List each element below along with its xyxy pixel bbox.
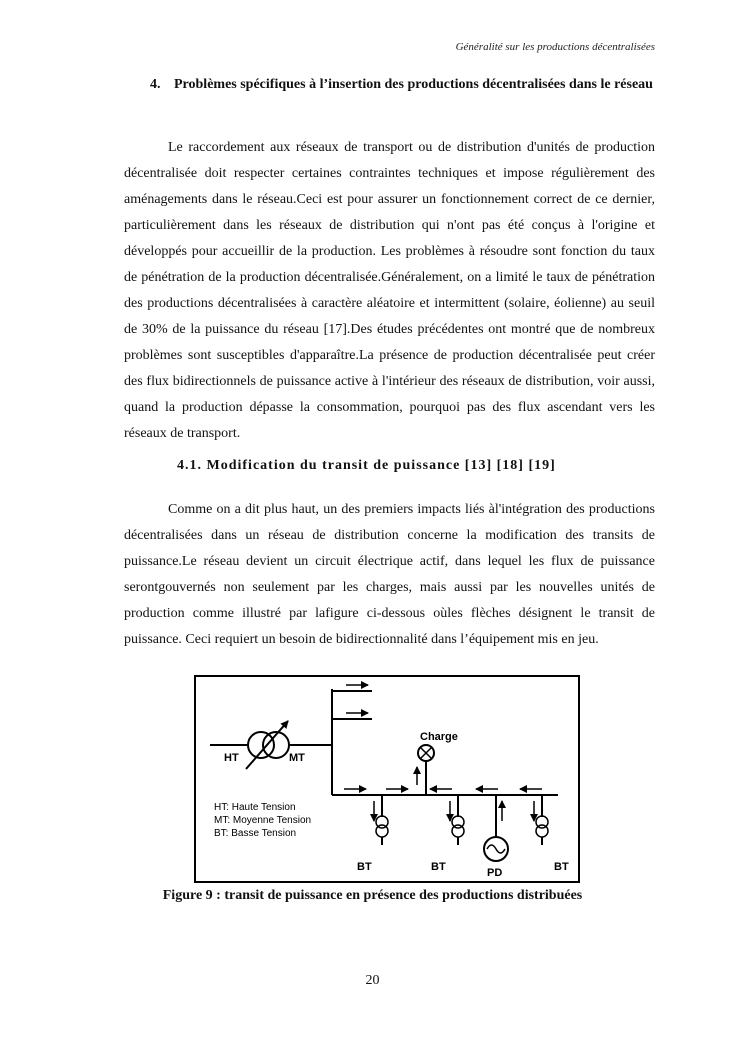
- running-header: Généralité sur les productions décentralisées: [455, 41, 655, 53]
- bt3-transformer-bottom: [536, 825, 548, 837]
- subsection-heading: 4.1. Modification du transit de puissance [13] [18] [19]: [177, 458, 556, 473]
- legend-ht: HT: Haute Tension: [214, 802, 296, 813]
- section-number: 4.: [150, 77, 161, 92]
- label-pd: PD: [487, 867, 503, 879]
- page-number: 20: [365, 973, 380, 988]
- figure-caption: Figure 9 : transit de puissance en présence des productions distribuées: [162, 888, 583, 903]
- figure-diagram: [194, 675, 580, 883]
- power-flow-diagram: [196, 677, 578, 881]
- legend-bt: BT: Basse Tension: [214, 828, 297, 839]
- bt2-transformer-bottom: [452, 825, 464, 837]
- section-heading: [150, 72, 655, 98]
- transformer-tap-arrow: [246, 721, 288, 769]
- bt1-transformer-bottom: [376, 825, 388, 837]
- label-bt-3: BT: [554, 861, 569, 873]
- paragraph-power-transit: Comme on a dit plus haut, un des premiers impacts liés àl'intégration des productions décentralisées dans un réseau de distribution concerne la modification des transits de puissance.Le réseau devient un circuit électrique actif, dans lequel les flux de puissance serontgouvernés non seulement par les charges, mais aussi par les nouvelles unités de production comme illustré par lafigure ci-dessous oùles flèches désignent le transit de puissance. Ceci requiert un besoin de bidirectionnalité dans l’équipement mis en jeu.: [124, 502, 655, 647]
- paragraph-intro: Le raccordement aux réseaux de transport ou de distribution d'unités de production décentralisée doit respecter certaines contraintes techniques et impose régulièrement des aménagements dans le réseau.Ceci est pour assurer un fonctionnement correct de ce dernier, particulièrement dans les réseaux de distribution qui n'ont pas été conçus à l'origine et développés pour accueillir de la production. Les problèmes à résoudre sont fonction du taux de pénétration de la production décentralisée.Généralement, on a limité le taux de pénétration des productions décentralisées à caractère aléatoire et intermittent (solaire, éolienne) au seuil de 30% de la puissance du réseau [17].Des études précédentes ont montré que de nombreux problèmes sont susceptibles d'apparaître.La présence de production décentralisée peut créer des flux bidirectionnels de puissance active à l'intérieur des réseaux de distribution, voir aussi, quand la production dépasse la consommation, pourquoi pas des flux ascendant vers les réseaux de transport.: [124, 140, 655, 441]
- label-charge: Charge: [420, 731, 458, 743]
- label-mt: MT: [289, 752, 305, 764]
- section-title: Problèmes spécifiques à l’insertion des productions décentralisées dans le réseau: [174, 77, 653, 92]
- label-bt-2: BT: [431, 861, 446, 873]
- label-ht: HT: [224, 752, 239, 764]
- legend-mt: MT: Moyenne Tension: [214, 815, 312, 826]
- label-bt-1: BT: [357, 861, 372, 873]
- transformer-primary-coil: [248, 732, 274, 758]
